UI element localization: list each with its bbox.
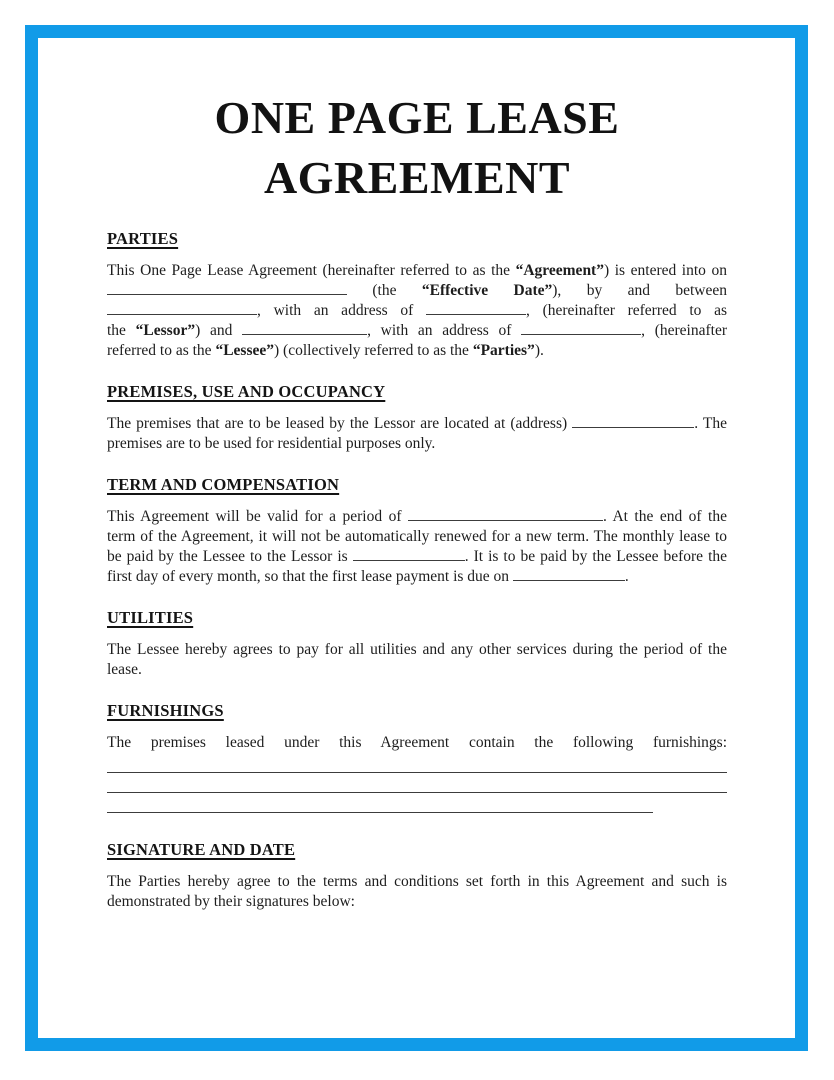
text-line	[107, 733, 727, 753]
section-heading-signature: SIGNATURE AND DATE	[107, 840, 296, 859]
bold-term: “Effective Date”	[421, 282, 553, 299]
section-heading-premises: PREMISES, USE AND OCCUPANCY	[107, 382, 386, 401]
section-utilities	[107, 608, 727, 680]
document-page	[38, 38, 795, 1038]
fill-in-blank	[242, 322, 367, 335]
section-body-term	[107, 507, 727, 587]
text-line	[107, 414, 727, 434]
text-line	[107, 567, 727, 587]
text-run: demonstrated by their signatures below:	[107, 893, 355, 910]
text-run: .	[624, 568, 629, 585]
text-run: lease.	[107, 661, 142, 678]
text-line	[107, 507, 727, 527]
text-run: the	[107, 322, 136, 339]
text-run: be paid by the Lessee to the Lessor is	[107, 548, 353, 565]
section-premises	[107, 382, 727, 454]
text-run: The premises leased under this Agreement contain the following furnishings:	[107, 734, 727, 751]
fill-in-blank	[107, 760, 727, 773]
fill-in-blank	[408, 508, 603, 521]
bold-term: “Parties”	[472, 342, 535, 359]
text-run: ) and	[195, 322, 243, 339]
section-heading-parties: PARTIES	[107, 229, 179, 248]
text-line	[107, 527, 727, 547]
text-run: referred to as the	[107, 342, 216, 359]
text-run: . At the end of the	[602, 508, 727, 525]
text-run: This One Page Lease Agreement (hereinafter referred to as the	[107, 262, 516, 279]
text-line	[107, 872, 727, 892]
text-line	[107, 321, 727, 341]
text-line	[107, 779, 727, 799]
text-run: first day of every month, so that the first lease payment is due on	[107, 568, 513, 585]
text-run: , (hereinafter referred to as	[526, 302, 727, 319]
section-body-utilities	[107, 640, 727, 680]
text-run: This Agreement will be valid for a period of	[107, 508, 408, 525]
fill-in-blank	[107, 800, 653, 813]
section-furnishings	[107, 701, 727, 819]
fill-in-blank	[107, 302, 257, 315]
text-line	[107, 341, 727, 361]
text-run: The Parties hereby agree to the terms and conditions set forth in this Agreement and such is	[107, 873, 727, 890]
text-line	[107, 640, 727, 660]
text-line	[107, 547, 727, 567]
text-run: ).	[534, 342, 544, 359]
fill-in-blank	[521, 322, 641, 335]
text-run: premises are to be used for residential purposes only.	[107, 435, 436, 452]
bold-term: “Agreement”	[515, 262, 604, 279]
fill-in-blank	[513, 568, 625, 581]
section-body-signature	[107, 872, 727, 912]
text-run: , with an address of	[257, 302, 426, 319]
text-run: , with an address of	[367, 322, 522, 339]
section-body-furnishings	[107, 733, 727, 819]
bold-term: “Lessor”	[135, 322, 196, 339]
text-run: ) (collectively referred to as the	[274, 342, 473, 359]
text-line	[107, 281, 727, 301]
document-title	[107, 88, 727, 208]
text-run: ), by and between	[552, 282, 727, 299]
text-run: term of the Agreement, it will not be automatically renewed for a new term. The monthly lease to	[107, 528, 727, 545]
section-term	[107, 475, 727, 587]
section-parties	[107, 229, 727, 361]
text-run: (the	[347, 282, 422, 299]
section-heading-furnishings: FURNISHINGS	[107, 701, 224, 720]
text-line	[107, 301, 727, 321]
section-body-premises	[107, 414, 727, 454]
text-run: . It is to be paid by the Lessee before the	[464, 548, 728, 565]
text-line	[107, 660, 727, 680]
fill-in-blank	[353, 548, 465, 561]
page-border	[25, 25, 808, 1051]
text-line	[107, 799, 727, 819]
section-signature	[107, 840, 727, 912]
text-line	[107, 261, 727, 281]
document-title-line-1: ONE PAGE LEASE	[214, 92, 620, 143]
fill-in-blank	[426, 302, 526, 315]
text-line	[107, 434, 727, 454]
fill-in-blank	[107, 780, 727, 793]
text-line	[107, 759, 727, 779]
section-body-parties	[107, 261, 727, 361]
section-heading-term: TERM AND COMPENSATION	[107, 475, 340, 494]
text-run: , (hereinafter	[641, 322, 727, 339]
text-run: The premises that are to be leased by the Lessor are located at (address)	[107, 415, 573, 432]
fill-in-blank	[572, 415, 694, 428]
text-run: The Lessee hereby agrees to pay for all utilities and any other services during the period of the	[107, 641, 727, 658]
section-heading-utilities: UTILITIES	[107, 608, 194, 627]
text-run: . The	[694, 415, 727, 432]
text-run: ) is entered into on	[603, 262, 727, 279]
fill-in-blank	[107, 282, 347, 295]
bold-term: “Lessee”	[215, 342, 274, 359]
text-line	[107, 892, 727, 912]
document-title-line-2: AGREEMENT	[263, 152, 571, 203]
